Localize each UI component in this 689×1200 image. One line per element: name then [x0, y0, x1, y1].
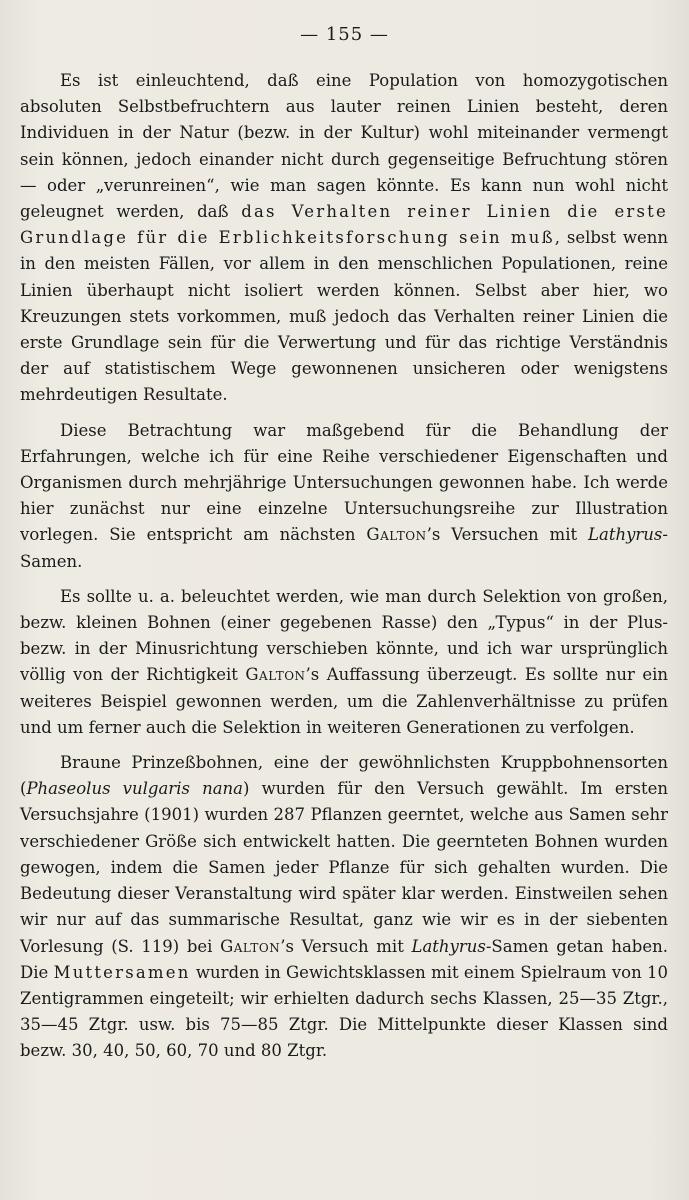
species-name-lathyrus: Lathyrus: [411, 936, 486, 956]
paragraph-4: [20, 750, 668, 1064]
paragraph-3-text-b: ’s Auffassung überzeugt. Es sollte nur ein weiteres Beispiel gewonnen werden, um die Zahlenverhältnisse zu prüfen und um ferner auch die Selektion in weiteren Generationen zu verfolgen.: [20, 665, 668, 737]
author-name-galton: Galton: [245, 665, 306, 685]
paragraph-4-emphasis: Muttersamen: [53, 962, 191, 982]
species-name-lathyrus: Lathyrus: [588, 525, 663, 545]
paragraph-1: [20, 68, 668, 409]
paragraph-2: [20, 418, 668, 575]
paragraph-3: [20, 584, 668, 741]
paragraph-2-text-c: -Samen.: [20, 525, 668, 571]
paragraph-4-text-a: Braune Prinzeßbohnen, eine der gewöhnlichsten Kruppbohnensorten (: [20, 753, 668, 799]
paragraph-2-text-b: ’s Versuchen mit: [426, 525, 589, 545]
author-name-galton: Galton: [220, 936, 281, 956]
paragraph-3-text-a: Es sollte u. a. beleuchtet werden, wie man durch Selektion von großen, bezw. kleinen Bohnen (einer gegebenen Rasse) den „Typus“ in der Plus- bezw. in der Minusrichtung verschieben könnte, und ich war ursprünglich völlig von der Richtigkeit: [20, 586, 668, 685]
paragraph-1-text-b: , selbst wenn in den meisten Fällen, vor allem in den menschlichen Populationen, reine Linien überhaupt nicht isoliert werden können. Selbst aber hier, wo Kreuzungen stets vorkommen, muß jedoch das Verhalten reiner Linien die erste Grundlage sein für die Verwertung und für das richtige Verständnis der auf statistischem Wege gewonnenen unsicheren oder wenigstens mehrdeutigen Resultate.: [20, 228, 668, 405]
paragraph-4-text-e: wurden in Gewichtsklassen mit einem Spielraum von 10 Zentigrammen eingeteilt; wir erhielten dadurch sechs Klassen, 25—35 Ztgr., 35—45 Ztgr. usw. bis 75—85 Ztgr. Die Mittelpunkte dieser Klassen sind bezw. 30, 40, 50, 60, 70 und 80 Ztgr.: [20, 962, 669, 1061]
paragraph-4-text-c: ’s Versuch mit: [280, 936, 412, 956]
paragraph-4-text-d: -Samen getan haben. Die: [20, 936, 668, 982]
page-number: — 155 —: [300, 24, 389, 45]
paragraph-1-text-a: Es ist einleuchtend, daß eine Population von homozygotischen absoluten Selbstbefruchtern aus lauter reinen Linien besteht, deren Individuen in der Natur (bezw. in der Kultur) wohl miteinander vermengt sein können, jedoch einander nicht durch gegenseitige Befruchtung stören — oder „verunreinen“, wie man sagen könnte. Es kann nun wohl nicht geleugnet werden, daß: [20, 71, 668, 222]
paragraph-4-text-b: ) wurden für den Versuch gewählt. Im ersten Versuchsjahre (1901) wurden 287 Pflanzen geerntet, welche aus Samen sehr verschiedener Größe sich entwickelt hatten. Die geernteten Bohnen wurden gewogen, indem die Samen jeder Pflanze für sich gehalten wurden. Die Bedeutung dieser Veranstaltung wird später klar werden. Einstweilen sehen wir nur auf das summarische Resultat, ganz wie wir es in der siebenten Vorlesung (S. 119) bei: [20, 779, 668, 956]
author-name-galton: Galton: [366, 525, 427, 545]
paragraph-2-text-a: Diese Betrachtung war maßgebend für die Behandlung der Erfahrungen, welche ich für eine Reihe verschiedener Eigenschaften und Organismen durch mehrjährige Untersuchungen gewonnen habe. Ich werde hier zunächst nur eine einzelne Untersuchungsreihe zur Illustration vorlegen. Sie entspricht am nächsten: [20, 420, 668, 545]
paragraph-1-emphasis: das Verhalten reiner Linien die erste Grundlage für die Erblichkeitsforschung sein muß: [20, 202, 668, 248]
species-name-phaseolus: Phaseolus vulgaris nana: [26, 779, 244, 799]
body-text: [20, 68, 668, 1074]
